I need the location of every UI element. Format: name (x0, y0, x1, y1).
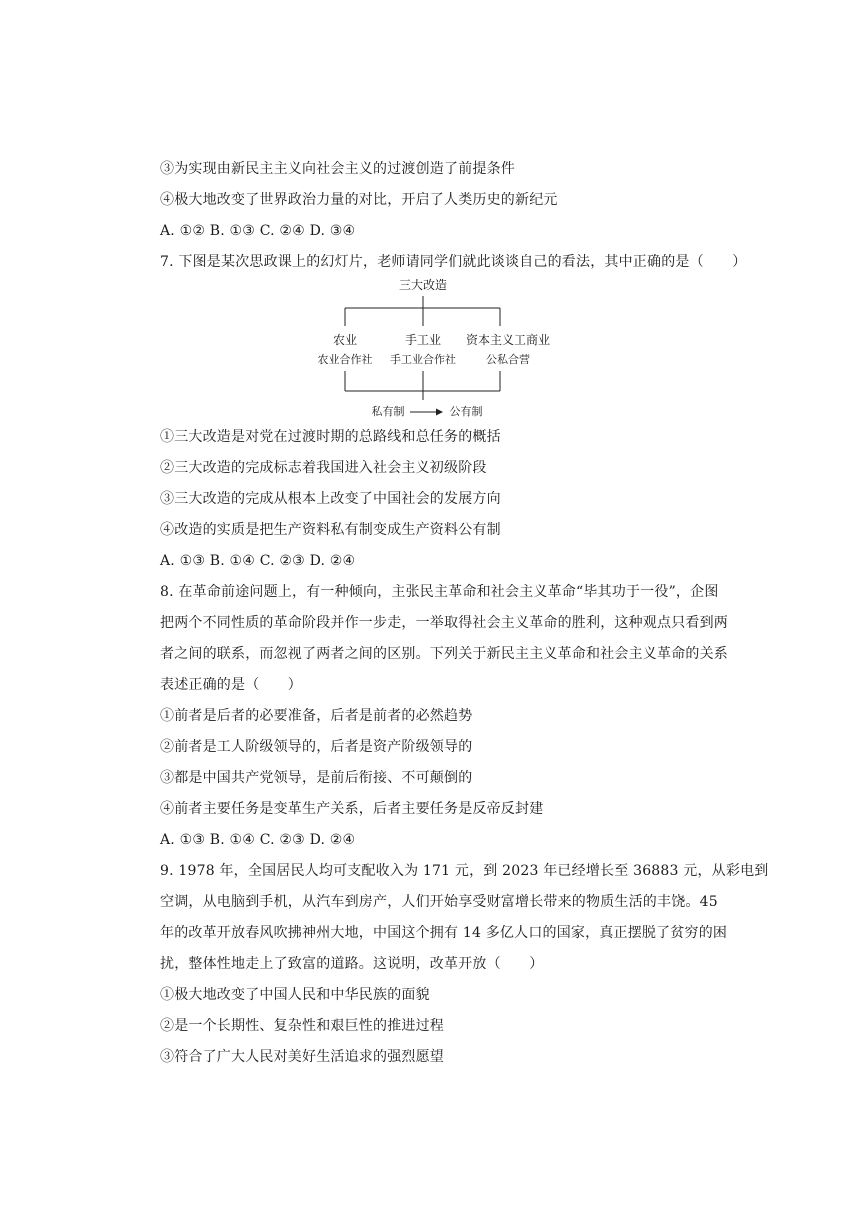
q8-stem-line-2: 把两个不同性质的革命阶段并作一步走，一举取得社会主义革命的胜利，这种观点只看到两 (160, 615, 728, 631)
q6-option-3: ③为实现由新民主主义向社会主义的过渡创造了前提条件 (160, 161, 515, 177)
q8-option-4: ④前者主要任务是变革生产关系，后者主要任务是反帝反封建 (160, 801, 544, 817)
q8-stem-line-1: 8. 在革命前途问题上，有一种倾向，主张民主革命和社会主义革命“毕其功于一役”，企图 (160, 584, 719, 600)
q9-stem-line-4: 扰，整体性地走上了致富的道路。这说明，改革开放（ ） (160, 956, 544, 972)
q8-stem-line-3: 者之间的联系，而忽视了两者之间的区别。下列关于新民主主义革命和社会主义革命的关系 (160, 646, 728, 662)
arrow-right-icon (436, 409, 443, 416)
diagram-form-handicraft-cooperative: 手工业合作社 (390, 353, 456, 366)
q8-option-2: ②前者是工人阶级领导的，后者是资产阶级领导的 (160, 739, 473, 755)
q9-option-3: ③符合了广大人民对美好生活追求的强烈愿望 (160, 1049, 444, 1065)
diagram-category-agriculture: 农业 (332, 333, 358, 347)
q7-option-4: ④改造的实质是把生产资料私有制变成生产资料公有制 (160, 522, 501, 538)
diagram-form-joint-ownership: 公私合营 (486, 353, 530, 366)
q9-stem-line-2: 空调，从电脑到手机，从汽车到房产，人们开始享受财富增长带来的物质生活的丰饶。45 (160, 894, 718, 910)
q9-stem-line-3: 年的改革开放春风吹拂神州大地，中国这个拥有 14 多亿人口的国家，真正摆脱了贫穷的困 (160, 925, 728, 941)
q7-stem: 7. 下图是某次思政课上的幻灯片，老师请同学们就此谈谈自己的看法，其中正确的是（ ） (160, 254, 747, 270)
diagram-connector-lines (300, 276, 590, 426)
q7-answer-choices: A. ①③ B. ①④ C. ②③ D. ②④ (160, 553, 356, 569)
q9-option-1: ①极大地改变了中国人民和中华民族的面貌 (160, 987, 430, 1003)
q6-option-4: ④极大地改变了世界政治力量的对比，开启了人类历史的新纪元 (160, 192, 558, 208)
q7-option-1: ①三大改造是对党在过渡时期的总路线和总任务的概括 (160, 429, 501, 445)
q8-stem-line-4: 表述正确的是（ ） (160, 677, 302, 693)
diagram-form-agri-cooperative: 农业合作社 (317, 353, 373, 366)
q7-option-2: ②三大改造的完成标志着我国进入社会主义初级阶段 (160, 460, 487, 476)
diagram-category-handicraft: 手工业 (404, 333, 442, 347)
q8-answer-choices: A. ①③ B. ①④ C. ②③ D. ②④ (160, 832, 356, 848)
diagram-public-ownership: 公有制 (449, 405, 483, 418)
q8-option-1: ①前者是后者的必要准备，后者是前者的必然趋势 (160, 708, 473, 724)
diagram-private-ownership: 私有制 (371, 405, 405, 418)
q8-option-3: ③都是中国共产党领导，是前后衔接、不可颠倒的 (160, 770, 473, 786)
diagram-title: 三大改造 (398, 278, 448, 292)
q9-stem-line-1: 9. 1978 年，全国居民人均可支配收入为 171 元，到 2023 年已经增长至 36883 元，从彩电到 (160, 863, 769, 879)
q9-option-2: ②是一个长期性、复杂性和艰巨性的推进过程 (160, 1018, 444, 1034)
three-transformations-diagram (300, 276, 590, 426)
q6-answer-choices: A. ①② B. ①③ C. ②④ D. ③④ (160, 223, 356, 239)
q7-option-3: ③三大改造的完成从根本上改变了中国社会的发展方向 (160, 491, 501, 507)
diagram-category-capitalist-industry: 资本主义工商业 (465, 333, 551, 347)
